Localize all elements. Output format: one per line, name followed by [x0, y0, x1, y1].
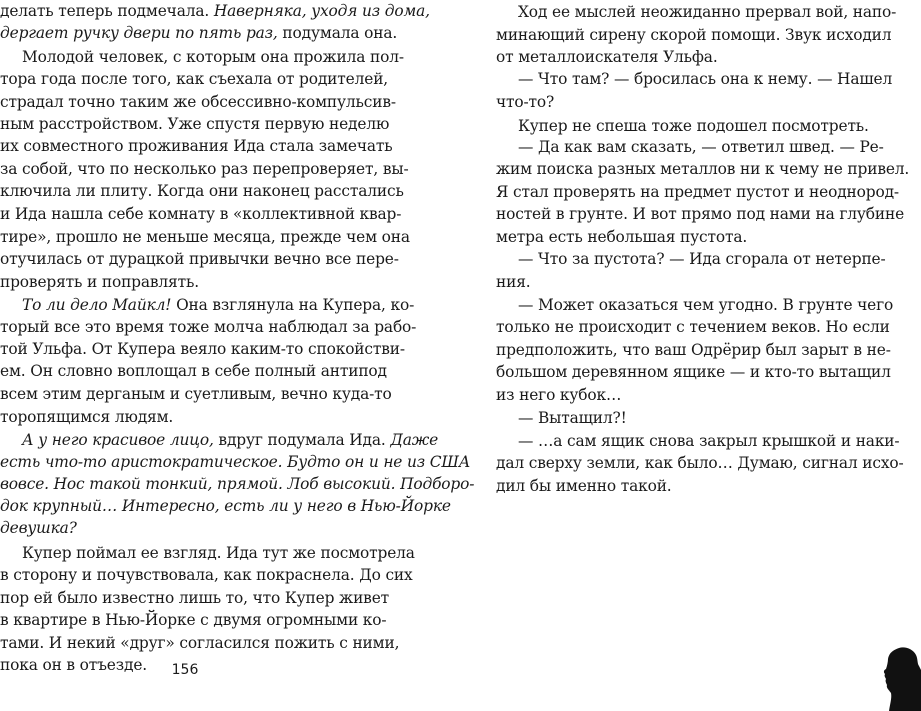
text-line: торый все это время тоже молча наблюдал за рабо- [0, 318, 417, 336]
text-line: торопящимся людям. [0, 408, 174, 426]
italic-text: вовсе. Нос такой тонкий, прямой. Лоб высокий. Подборо- [0, 475, 475, 493]
text-line: ем. Он словно воплощал в себе полный антипод [0, 362, 387, 380]
text-line: страдал точно таким же обсессивно-компульсив- [0, 93, 396, 111]
text-line: Я стал проверять на предмет пустот и неоднород- [496, 183, 899, 201]
text-line: метра есть небольшая пустота. [496, 228, 748, 246]
text-line: тире», прошло не меньше месяца, прежде чем она [0, 228, 410, 246]
text-line: пока он в отъезде. [0, 656, 148, 674]
text-line [0, 495, 451, 517]
italic-text: девушка? [0, 519, 77, 537]
text-line: дергает ручку двери по пять раз, подумала она. [0, 24, 398, 42]
text-line: — Может оказаться чем угодно. В грунте чего [518, 296, 894, 314]
text-line: что-то? [496, 93, 555, 111]
text-line: отучилась от дурацкой привычки вечно все пере- [0, 250, 399, 268]
text-line: большом деревянном ящике — и кто-то вытащил [496, 363, 891, 381]
text-line: — Вытащил?! [518, 409, 627, 427]
text-line: их совместного проживания Ида стала замечать [0, 137, 393, 155]
text-line: Ход ее мыслей неожиданно прервал вой, напо- [518, 3, 897, 21]
italic-text: дергает ручку двери по пять раз, [0, 24, 278, 42]
text-line: ния. [496, 273, 531, 291]
page-number: 156 [171, 662, 199, 678]
text-line: — Что за пустота? — Ида сгорала от нетерпе- [518, 250, 886, 268]
italic-text: есть что-то аристократическое. Будто он и не из США [0, 453, 471, 471]
text-line: То ли дело Майкл! Она взглянула на Купера, ко- [22, 296, 415, 314]
text-line: только не происходит с течением веков. Но если [496, 318, 890, 336]
text-line [0, 473, 475, 495]
italic-text: То ли дело Майкл! [22, 296, 172, 314]
text-line [0, 451, 471, 473]
text-line: делать теперь подмечала. Наверняка, уходя из дома, [0, 2, 430, 20]
text-line: из него кубок… [496, 386, 622, 404]
text-line: той Ульфа. От Купера веяло каким-то спокойстви- [0, 340, 405, 358]
text-line: — Что там? — бросилась она к нему. — Нашел [518, 70, 893, 88]
text-line: ключила ли плиту. Когда они наконец расстались [0, 182, 404, 200]
text-line: от металлоискателя Ульфа. [496, 48, 718, 66]
text-line: в сторону и почувствовала, как покраснела. До сих [0, 566, 413, 584]
text-line: проверять и поправлять. [0, 273, 199, 291]
text-line: — …а сам ящик снова закрыл крышкой и наки- [518, 432, 900, 450]
text-line: А у него красивое лицо, вдруг подумала Ида. Даже [22, 431, 439, 449]
text-line: всем этим дерганым и суетливым, вечно куда-то [0, 385, 392, 403]
text-line: жим поиска разных металлов ни к чему не привел. [496, 160, 910, 178]
text-line: ным расстройством. Уже спустя первую неделю [0, 115, 390, 133]
text-line: — Да как вам сказать, — ответил швед. — Ре- [518, 138, 884, 156]
text-line: за собой, что по несколько раз перепроверяет, вы- [0, 160, 409, 178]
text-line: Купер поймал ее взгляд. Ида тут же посмотрела [22, 544, 415, 562]
text-line: Молодой человек, с которым она прожила пол- [22, 48, 404, 66]
text-line: в квартире в Нью-Йорке с двумя огромными ко- [0, 611, 387, 629]
text-line: дил бы именно такой. [496, 477, 672, 495]
text-line: тора года после того, как съехала от родителей, [0, 70, 389, 88]
text-line: минающий сирену скорой помощи. Звук исходил [496, 26, 892, 44]
text-line: пор ей было известно лишь то, что Купер живет [0, 589, 390, 607]
text-line [0, 517, 376, 539]
text-line: Купер не спеша тоже подошел посмотреть. [518, 117, 869, 135]
italic-text: Наверняка, уходя из дома, [213, 2, 430, 20]
italic-text: док крупный… Интересно, есть ли у него в Нью-Йорке [0, 497, 451, 515]
text-line: предположить, что ваш Одрёрир был зарыт в не- [496, 341, 891, 359]
text-line: и Ида нашла себе комнату в «коллективной квар- [0, 205, 402, 223]
text-line: ностей в грунте. И вот прямо под нами на глубине [496, 205, 905, 223]
text-line: дал сверху земли, как было… Думаю, сигнал исхо- [496, 454, 904, 472]
profile-silhouette-icon [883, 646, 921, 711]
italic-text: А у него красивое лицо, [22, 431, 214, 449]
text-line: тами. И некий «друг» согласился пожить с ними, [0, 634, 400, 652]
italic-text: Даже [390, 431, 439, 449]
